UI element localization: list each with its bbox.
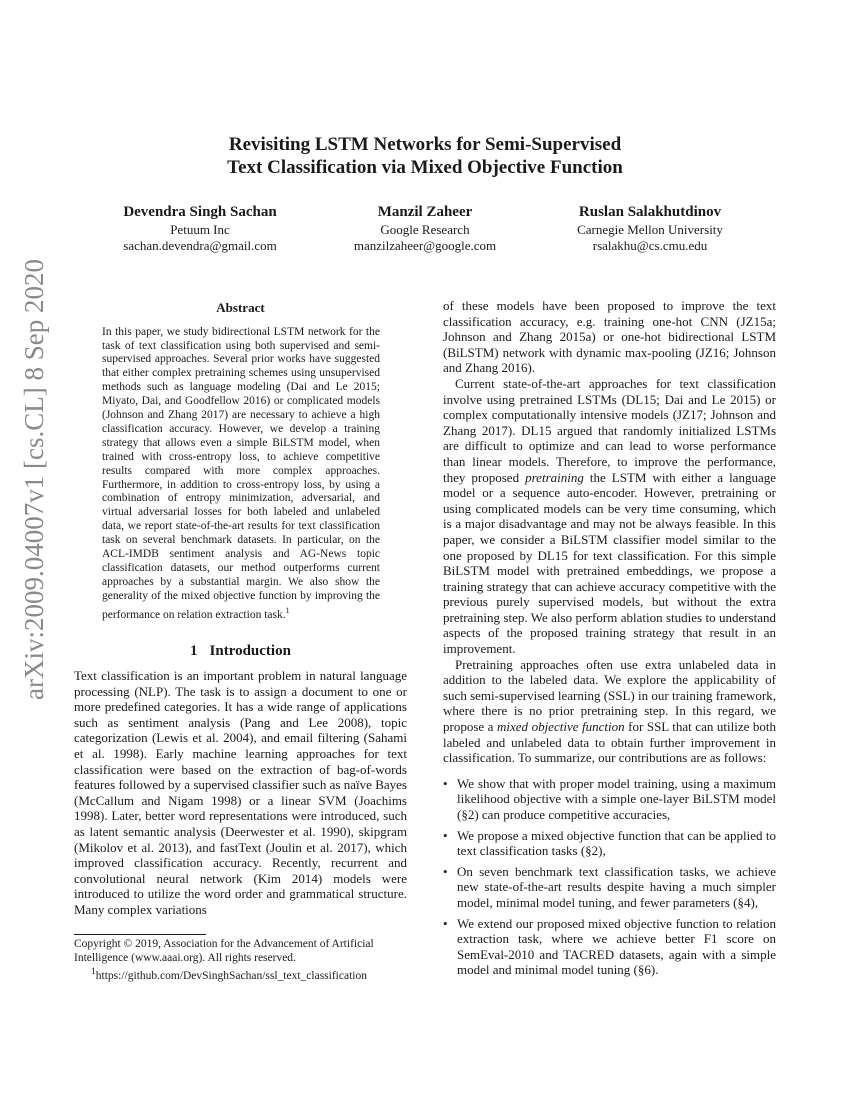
- contribution-item-1: • We show that with proper model training, using a maximum likelihood objective with a simple one-layer BiLSTM model (§2) can produce competitive accuracies,: [457, 776, 776, 823]
- intro-p3-emphasis: mixed objective function: [497, 719, 625, 735]
- intro-p2-emphasis: pretraining: [525, 469, 584, 485]
- footnote-mark: 1: [91, 966, 96, 977]
- author-email: sachan.devendra@gmail.com: [123, 238, 277, 253]
- intro-p2-text-b: the LSTM with either a language model or a sequence auto-encoder. However, pretraining or using complicated models can be very time consuming, which is a major disadvantage and may not be always feasible. In this paper, we consider a BiLSTM classifier model similar to the one proposed by DL15 for text classification. For this simple BiLSTM model with pretrained embeddings, we propose a training strategy that can achieve accuracy competitive with the previous purely supervised models, but without the extra pretraining step. We also perform ablation studies to understand aspects of the proposed training strategy that result in an improvement.: [443, 469, 776, 657]
- section-title: Introduction: [209, 643, 291, 660]
- author-affiliation: Petuum Inc: [170, 222, 230, 237]
- author-2: [295, 203, 555, 254]
- author-name: Manzil Zaheer: [377, 204, 473, 220]
- arxiv-identifier-stamp: [8, 258, 60, 700]
- contribution-item-4: • We extend our proposed mixed objective function to relation extraction task, where we achieve better F1 score on SemEval-2010 and TACRED datasets, again with a simple model and minimal model tuning (§6).: [457, 916, 776, 978]
- author-email: rsalakhu@cs.cmu.edu: [592, 238, 708, 253]
- section-number: 1: [190, 643, 198, 660]
- author-name: Devendra Singh Sachan: [123, 204, 277, 220]
- footnote-url[interactable]: https://github.com/DevSinghSachan/ssl_text_classification: [95, 969, 367, 982]
- intro-paragraph-2: [443, 376, 776, 657]
- footnote-url-line: [74, 965, 407, 983]
- intro-paragraph-1: Text classification is an important problem in natural language processing (NLP). The task is to assign a document to one or more predefined categories. It has a wide range of applications such as sentiment analysis (Pang and Lee 2008), topic categorization (Lewis et al. 2004), and email filtering (Sahami et al. 1998). Early machine learning approaches for text classification were based on the extraction of bag-of-words features followed by a supervised classifier such as naïve Bayes (McCallum and Nigam 1998) or a linear SVM (Joachims 1998). Later, better word representations were introduced, such as latent semantic analysis (Deerwester et al. 1990), skipgram (Mikolov et al. 2013), and fastText (Joulin et al. 2017), which improved classification accuracy. Recently, recurrent and convolutional neural network (Kim 2014) models were introduced to utilize the word order and grammatical structure. Many complex variations: [74, 668, 407, 917]
- section-heading-introduction: [74, 644, 407, 660]
- intro-p2-text-a: Current state-of-the-art approaches for text classification involve using pretrained LSTMs (DL15; Dai and Le 2015) or complex computationally intensive models (JZ17; Johnson and Zhang 2017). DL15 argued that randomly initialized LSTMs are difficult to optimize and can lead to worse performance than linear models. Therefore, to improve the performance, they proposed: [443, 375, 776, 485]
- intro-p3-text-a: Pretraining approaches often use extra unlabeled data in addition to the labeled data. We explore the applicability of such semi-supervised learning (SSL) in our training framework, where there is no prior pretraining step. In this regard, we propose a: [443, 656, 776, 735]
- abstract-heading: Abstract: [216, 300, 265, 315]
- intro-paragraph-3: [443, 657, 776, 766]
- author-affiliation: Google Research: [380, 222, 470, 237]
- abstract-body: [102, 326, 380, 623]
- arxiv-identifier-text: arXiv:2009.04007v1 [cs.CL] 8 Sep 2020: [18, 258, 49, 700]
- footnote-divider: [74, 934, 206, 935]
- footnotes: [74, 934, 407, 983]
- contribution-list: [443, 776, 776, 978]
- author-1: [70, 203, 330, 254]
- intro-paragraph-1-continued: of these models have been proposed to improve the text classification accuracy, e.g. training one-hot CNN (JZ15a; Johnson and Zhang 2015a) or one-hot bidirectional LSTM (BiLSTM) network with dynamic max-pooling (JZ16; Johnson and Zhang 2016).: [443, 298, 776, 376]
- paper-title: [0, 133, 850, 179]
- contribution-item-2: • We propose a mixed objective function that can be applied to text classification tasks (§2),: [457, 828, 776, 859]
- abstract-footnote-mark: 1: [285, 605, 290, 615]
- left-column: [74, 298, 407, 918]
- author-affiliation: Carnegie Mellon University: [577, 222, 723, 237]
- abstract-text: In this paper, we study bidirectional LSTM network for the task of text classification using both supervised and semi-supervised approaches. Several prior works have suggested that either complex pretraining schemes using unsupervised methods such as language modeling (Dai and Le 2015; Miyato, Dai, and Goodfellow 2016) or complicated models (Johnson and Zhang 2017) are necessary to achieve a high classification accuracy. However, we develop a training strategy that allows even a simple BiLSTM model, when trained with cross-entropy loss, to achieve competitive results compared with more complex approaches. Furthermore, in addition to cross-entropy loss, by using a combination of entropy minimization, adversarial, and virtual adversarial losses for both labeled and unlabeled data, we report state-of-the-art results for text classification task on several benchmark datasets. In particular, on the ACL-IMDB sentiment analysis and AG-News topic classification datasets, our method outperforms current approaches by a substantial margin. We also show the generality of the mixed objective function by improving the performance on relation extraction task.: [102, 325, 380, 621]
- author-3: [520, 203, 780, 254]
- right-column: [443, 298, 776, 983]
- copyright-notice: Copyright © 2019, Association for the Advancement of Artificial Intelligence (www.aaai.org). All rights reserved.: [74, 938, 374, 964]
- author-name: Ruslan Salakhutdinov: [578, 204, 722, 220]
- intro-p3-text-b: for SSL that can utilize both labeled and unlabeled data to obtain further improvement in classification. To summarize, our contributions are as follows:: [443, 719, 777, 766]
- contribution-item-3: • On seven benchmark text classification tasks, we achieve new state-of-the-art results despite having a much simpler model, minimal model tuning, and fewer parameters (§4),: [457, 864, 776, 911]
- paper-title-line-1: Revisiting LSTM Networks for Semi-Supervised: [228, 134, 622, 155]
- author-email: manzilzaheer@google.com: [353, 238, 497, 253]
- paper-title-line-2: Text Classification via Mixed Objective Function: [227, 157, 623, 178]
